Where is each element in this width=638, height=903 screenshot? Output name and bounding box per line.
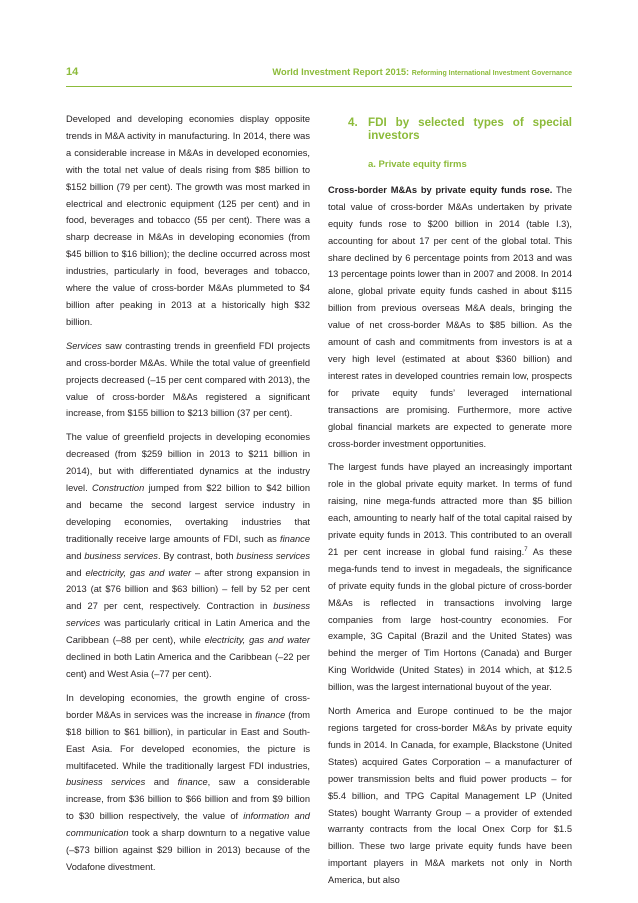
paragraph-text: In developing economies, the growth engine of cross-border M&As in services was the increase in (66, 692, 310, 720)
paragraph-text: Developed and developing economies display opposite trends in M&A activity in manufacturing. In 2014, there was a considerable increase in M&As in developed economies, with the total net value of deals rising from $85 billion to $152 billion (79 per cent). The growth was most marked in electrical and electronic equipment (125 per cent) and in food, beverages and tobacco (55 per cent). There was a sharp decrease in M&As in developing economies (from $45 billion to $16 billion); the decline occurred across most industries, particularly in food, beverages and tobacco, where the value of cross-border M&As plummeted to $4 billion after peaking in 2013 at a historically high $32 billion. (66, 114, 310, 327)
paragraph-lead: Cross-border M&As by private equity funds rose. (328, 184, 553, 195)
term-electricity: electricity, gas and water (85, 567, 192, 578)
section-title: FDI by selected types of special investors (368, 116, 572, 142)
section-number: 4. (348, 116, 358, 129)
term-business-services: business services (84, 550, 158, 561)
paragraph-text: – after strong expansion in 2013 (at $76 billion and $63 billion) – fell by 52 per cent and 27 per cent, respectively. Contraction in (66, 567, 311, 612)
term-business-services: business services (66, 601, 310, 629)
left-column (66, 111, 310, 876)
running-title (272, 67, 572, 77)
term-services: Services (66, 340, 102, 351)
paragraph (328, 182, 572, 453)
section-heading (348, 116, 572, 142)
term-construction: Construction (92, 483, 145, 494)
paragraph-text: and (145, 777, 178, 788)
paragraph (66, 429, 310, 683)
paragraph-text: The largest funds have played an increasingly important role in the global private equity market. In terms of fund raising, nine mega-funds attracted more than $5 billion each, amounting to nearly half of the total capital raised by private equity funds in 2013. This contributed to an overall 21 per cent increase in global fund raising. (328, 462, 572, 557)
report-subtitle: Reforming International Investment Governance (411, 70, 572, 77)
term-information-communication: information and communication (66, 811, 310, 839)
term-business-services: business services (66, 777, 146, 788)
footnote-ref: 7 (524, 546, 528, 553)
term-finance: finance (177, 777, 208, 788)
paragraph (328, 459, 572, 696)
term-finance: finance (280, 533, 310, 544)
paragraph-text: was particularly critical in Latin America and the Caribbean (–88 per cent), while (66, 618, 310, 646)
header-rule (66, 86, 572, 87)
paragraph-text: North America and Europe continued to be the major regions targeted for cross-border M&As by private equity funds in 2014. In Canada, for example, Blackstone (United States) acquired Gates Corporation – a manufacturer of power transmission belts and fluid power products – for $5.4 billion, and TPG Capital Management LP (United States) bought Warranty Group – a provider of extended warranty contracts from the local Onex Corp for $1.5 billion. These two large private equity funds have been important players in M&A markets not only in North America, but also (328, 706, 572, 886)
term-finance: finance (255, 709, 286, 720)
term-electricity: electricity, gas and water (204, 635, 310, 646)
subsection-heading: a. Private equity firms (368, 159, 467, 170)
paragraph-text: took a sharp downturn to a negative value (–$73 billion against $29 billion in 2013) because of the Vodafone divestment. (66, 828, 310, 872)
paragraph-text: saw contrasting trends in greenfield FDI projects and cross-border M&As. While the total value of greenfield projects decreased (–15 per cent compared with 2013), the value of cross-border M&As registered a significant increase, from $155 billion to $213 billion (37 per cent). (66, 340, 310, 419)
right-column (328, 111, 572, 889)
term-business-services: business services (236, 550, 310, 561)
paragraph-text: , saw a considerable increase, from $36 billion to $66 billion and from $9 billion to $30 billion respectively, the value of (66, 777, 311, 822)
page-header (66, 66, 572, 84)
paragraph-text: (from $18 billion to $61 billion), in particular in East and South-East Asia. For developed economies, the picture is multifaceted. While the traditionally largest FDI industries, (66, 709, 310, 771)
paragraph (66, 111, 310, 331)
paragraph (328, 703, 572, 889)
paragraph-text: The total value of cross-border M&As undertaken by private equity funds rose to $200 billion in 2014 (table I.3), accounting for about 17 per cent of the global total. This share declined by 6 percentage points from 2013 and was 13 percentage points lower than in 2007 and 2008. In 2014 alone, global private equity funds cashed in about $115 billion from previous overseas M&A deals, bringing the value of net cross-border M&As to $85 billion. As the amount of cash and commitments from investors is at a very high level (estimated at about $360 billion) and interest rates in developed countries remain low, prospects for private equity funds’ leveraged international transactions are promising. Furthermore, more active global financial markets are expected to generate more cross-border investment opportunities. (328, 184, 572, 449)
paragraph-text: and (66, 567, 86, 578)
paragraph-text: declined in both Latin America and the Caribbean (–22 per cent) and West Asia (–77 per cent). (66, 652, 310, 679)
paragraph-text: As these mega-funds tend to invest in megadeals, the significance of private equity funds in the global picture of cross-border M&As is reflected in transactions involving large companies from large host-country economies. For example, 3G Capital (Brazil and the United States) was behind the merger of Tim Hortons (Canada) and Burger King Worldwide (United States) in 2014 which, at $12.5 billion, was the largest international buyout of the year. (328, 546, 572, 693)
paragraph (66, 338, 310, 423)
paragraph-text: . By contrast, both (157, 550, 237, 561)
report-title: World Investment Report 2015: (272, 67, 410, 77)
paragraph-text: jumped from $22 billion to $42 billion and became the second largest service industry in developing economies, overtaking industries that traditionally receive large amounts of FDI, such as (66, 483, 310, 544)
paragraph (66, 690, 310, 876)
paragraph-text: and (66, 550, 85, 561)
paragraph-text: The value of greenfield projects in developing economies decreased (from $259 billion in 2013 to $211 billion in 2014), but with differentiated dynamics at the industry level. (66, 432, 310, 494)
page-number: 14 (66, 66, 79, 78)
